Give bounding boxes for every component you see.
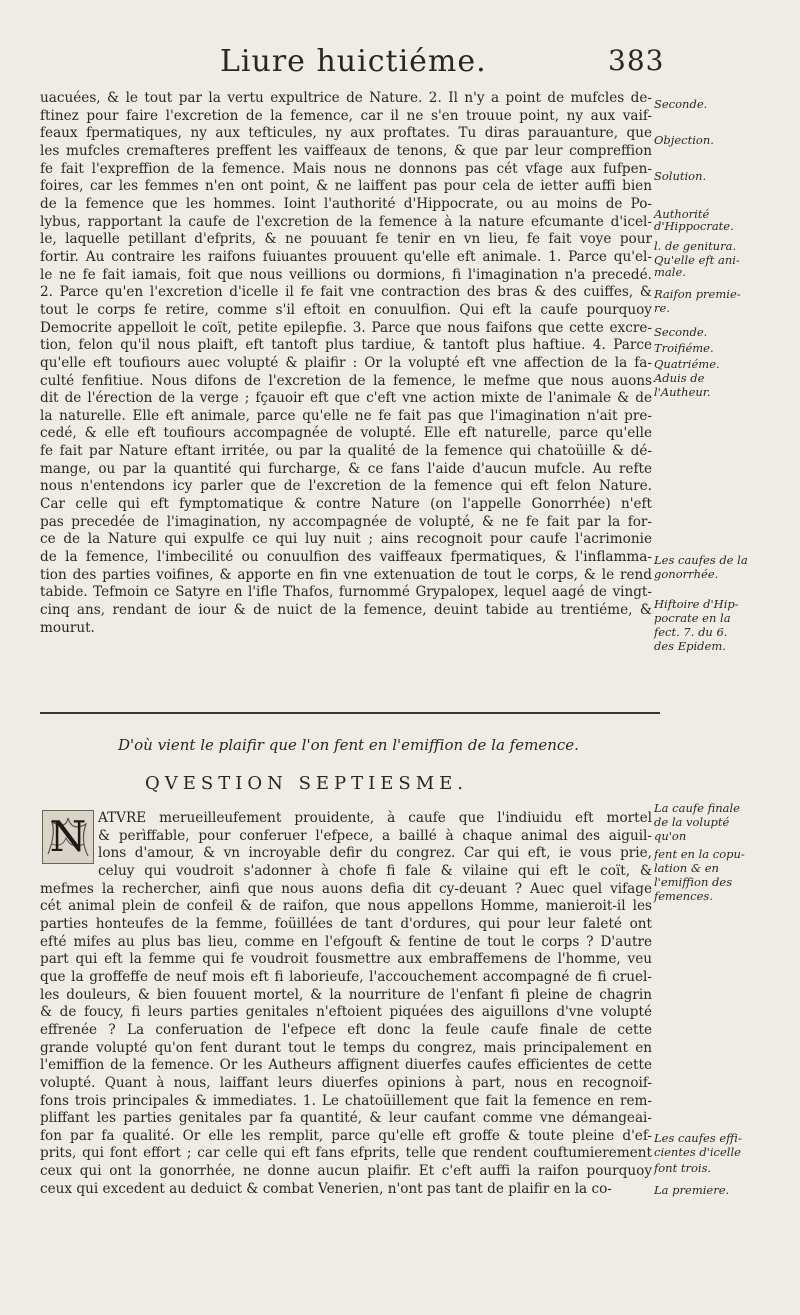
margin-note: qu'on — [654, 829, 687, 843]
text-line: tabide. Tefmoin ce Satyre en l'ifle Thafos, furnommé Grypalopex, lequel aagé de vingt- — [40, 584, 652, 601]
text-line: pliffant les parties genitales par fa quantité, & leur caufant comme vne démangeai- — [40, 1110, 652, 1127]
text-line: dit de l'érection de la verge ; fçauoir eft que c'eft vne action mixte de l'animale & de — [40, 390, 652, 407]
margin-note: La premiere. — [654, 1183, 730, 1197]
margin-note: l'emiffion des — [654, 875, 733, 889]
text-line: mange, ou par la quantité qui furcharge, & ce fans l'aide d'aucun mufcle. Au refte — [40, 460, 652, 477]
text-line: fe fait l'expreffion de la femence. Mais nous ne donnons pas cét vfage aux fufpen- — [40, 160, 652, 177]
margin-note: Seconde. — [654, 325, 708, 339]
text-line: ATVRE merueilleufement prouidente, à caufe que l'indiuidu eft mortel — [98, 810, 652, 826]
margin-note: Seconde. — [654, 97, 708, 111]
text-line: tout le corps fe retire, comme s'il eftoit en conuulfion. Qui eft la caufe pourquoy — [40, 301, 652, 318]
text-line: pas precedée de l'imagination, ny accompagnée de volupté, & ne fe fait par la for- — [40, 513, 652, 530]
text-line: celuy qui voudroit s'adonner à chofe fi fale & vilaine qui eft le coït, & — [98, 862, 652, 879]
margin-note: d'Hippocrate. — [654, 219, 734, 233]
text-line: 2. Parce qu'en l'excretion d'icelle il fe fait vne contraction des bras & des cuiffes, & — [40, 284, 652, 301]
text-line: les douleurs, & bien fouuent mortel, & la nourriture de l'enfant fi pleine de chagrin — [40, 986, 652, 1003]
text-line: le ne fe fait iamais, foit que nous veillions ou dormions, fi l'imagination n'a precedé. — [40, 266, 652, 283]
text-line: foires, car les femmes n'en ont point, & ne laiffent pas pour cela de ietter auffi bien — [40, 178, 652, 195]
text-line: volupté. Quant à nous, laiffant leurs diuerfes opinions à part, nous en recognoif- — [40, 1074, 652, 1091]
main-text-top — [40, 90, 652, 637]
question-title: QVESTION SEPTIESME. — [145, 773, 469, 794]
text-line: cedé, & elle eft toufiours accompagnée de volupté. Elle eft naturelle, parce qu'elle — [40, 425, 652, 442]
drop-cap-letter: N — [49, 812, 87, 861]
text-line: nous n'entendons icy parler que de l'excretion de la femence qui eft felon Nature. — [40, 478, 652, 495]
text-line: & perìffable, pour conferuer l'efpece, a baillé à chaque animal des aiguil- — [98, 827, 652, 844]
text-line: cinq ans, rendant de iour & de nuict de la femence, deuint tabide au trentiéme, & — [40, 602, 652, 619]
text-line: Car celle qui eft fymptomatique & contre Nature (on l'appelle Gonorrhée) n'eft — [40, 496, 652, 513]
text-line: mefmes la rechercher, ainfi que nous auons defia dit cy-deuant ? Auec quel vifage — [40, 880, 652, 897]
margin-note: La caufe finale — [654, 801, 740, 815]
margin-note: Hiftoire d'Hip- — [654, 597, 739, 611]
text-line: Democrite appelloit le coït, petite epilepfie. 3. Parce que nous faifons que cette excre- — [40, 319, 652, 336]
margin-note: pocrate en la — [654, 611, 731, 625]
margin-note: Authorité — [654, 207, 710, 221]
text-line: lons d'amour, & vn incroyable defir du congrez. Car qui eft, ie vous prie, — [98, 845, 652, 862]
text-line: cét animal plein de confeil & de raifon, que nous appellons Homme, manieroit-il les — [40, 898, 652, 915]
main-text-bottom — [40, 810, 652, 1198]
margin-note: re. — [654, 301, 670, 315]
margin-note: cientes d'icelle — [654, 1145, 741, 1159]
text-line: que la groffeffe de neuf mois eft fi laborieufe, l'accouchement accompagné de fi cruel- — [40, 968, 652, 985]
margin-note: male. — [654, 265, 686, 279]
margin-note: gonorrhée. — [654, 567, 719, 581]
text-line: fon par fa qualité. Or elle les remplit, parce qu'elle eft groffe & toute pleine d'ef- — [40, 1127, 652, 1144]
margin-note: femences. — [654, 889, 713, 903]
section-divider — [40, 712, 660, 714]
margin-note: Raifon premie- — [654, 287, 741, 301]
text-line: tion, felon qu'il nous plaift, eft tantoft plus tardiue, & tantoft plus haftiue. 4. Parce — [40, 337, 652, 354]
running-header — [220, 44, 665, 84]
margin-note: Les caufes de la — [654, 553, 748, 567]
text-line: lybus, rapportant la caufe de l'excretion de la femence à la nature efcumante d'icel- — [40, 213, 652, 230]
text-line: les mufcles cremafteres preffent les vaiffeaux de tenons, & que par leur compreffion — [40, 142, 652, 159]
margin-note: des Epidem. — [654, 639, 726, 653]
text-line: mourut. — [40, 619, 95, 636]
section-title: D'où vient le plaifir que l'on fent en l'emiffion de la femence. — [118, 736, 579, 754]
text-line: l'emiffion de la femence. Or les Autheurs affignent diuerfes caufes efficientes de cette — [40, 1057, 652, 1074]
text-line: qu'elle eft toufiours auec volupté & plaifir : Or la volupté eft vne affection de la fa- — [40, 354, 652, 371]
margin-note: fect. 7. du 6. — [654, 625, 728, 639]
header-title: Liure huictiéme. — [220, 44, 487, 79]
margin-note: font trois. — [654, 1161, 712, 1175]
margin-note: de la volupté — [654, 815, 730, 829]
text-line: efté mifes au plus bas lieu, comme en l'efgouft & fentine de tout le corps ? D'autre — [40, 933, 652, 950]
margin-note: lation & en — [654, 861, 719, 875]
page-number: 383 — [608, 44, 665, 77]
text-line: ftinez pour faire l'excretion de la femence, car il ne s'en trouue point, ny aux vaif- — [40, 107, 652, 124]
margin-note: Les caufes effi- — [654, 1131, 742, 1145]
text-line: fons trois principales & immediates. 1. Le chatoüillement que fait la femence en rem- — [40, 1092, 652, 1109]
margin-note: l'Autheur. — [654, 385, 711, 399]
text-line: prits, qui font effort ; car celle qui eft fans efprits, telle que rendent couftumierement — [40, 1145, 652, 1162]
text-line: fortir. Au contraire les raifons fuiuantes prouuent qu'elle eft animale. 1. Parce qu'el- — [40, 248, 652, 265]
text-line: uacuées, & le tout par la vertu expultrice de Nature. 2. Il n'y a point de mufcles de- — [40, 90, 652, 106]
text-line: ce de la Nature qui expulfe ce qui luy nuit ; ains recognoit pour caufe l'acrimonie — [40, 531, 652, 548]
text-line: feaux fpermatiques, ny aux tefticules, ny aux proftates. Tu diras parauanture, que — [40, 125, 652, 142]
margin-note: Troifiéme. — [654, 341, 714, 355]
text-line: part qui eft la femme qui fe voudroit fousmettre aux embraffemens de l'homme, veu — [40, 951, 652, 968]
margin-note: Qu'elle eft ani- — [654, 253, 740, 267]
text-line: de la femence que les hommes. Ioint l'authorité d'Hippocrate, ou au moins de Po- — [40, 195, 652, 212]
text-line: effrenée ? La conferuation de l'efpece eft donc la feule caufe finale de cette — [40, 1021, 652, 1038]
text-line: culté fenfitiue. Nous difons de l'excretion de la femence, le mefme que nous auons — [40, 372, 652, 389]
text-line: fe fait par Nature eftant irritée, ou par la qualité de la femence qui chatoüille & dé- — [40, 443, 652, 460]
margin-note: fent en la copu- — [654, 847, 745, 861]
text-line: grande volupté qu'on fent durant tout le temps du congrez, mais principalement en — [40, 1039, 652, 1056]
text-line: parties honteufes de la femme, foüillées de tant d'ordures, qui pour leur faleté ont — [40, 915, 652, 932]
text-line: & de foucy, fi leurs parties genitales n'eftoient piquées des aiguillons d'vne volupté — [40, 1004, 652, 1021]
margin-note: Quatriéme. — [654, 357, 720, 371]
text-line: tion des parties voifines, & apporte en fin vne extenuation de tout le corps, & le rend — [40, 566, 652, 583]
margin-note: Objection. — [654, 133, 714, 147]
text-line: ceux qui excedent au deduict & combat Venerien, n'ont pas tant de plaifir en la co- — [40, 1180, 612, 1197]
margin-note: Aduis de — [654, 371, 705, 385]
text-line: de la femence, l'imbecilité ou conuulfion des vaiffeaux fpermatiques, & l'inflamma- — [40, 549, 652, 566]
text-line: ceux qui ont la gonorrhée, ne donne aucun plaifir. Et c'eft auffi la raifon pourquoy — [40, 1163, 652, 1180]
margin-note: l. de genitura. — [654, 239, 737, 253]
text-line: le, laquelle petillant d'efprits, & ne pouuant fe tenir en vn lieu, fe fait voye pour — [40, 231, 652, 248]
text-line: la naturelle. Elle eft animale, parce qu'elle ne fe fait pas que l'imagination n'ait pre- — [40, 407, 652, 424]
margin-note: Solution. — [654, 169, 707, 183]
